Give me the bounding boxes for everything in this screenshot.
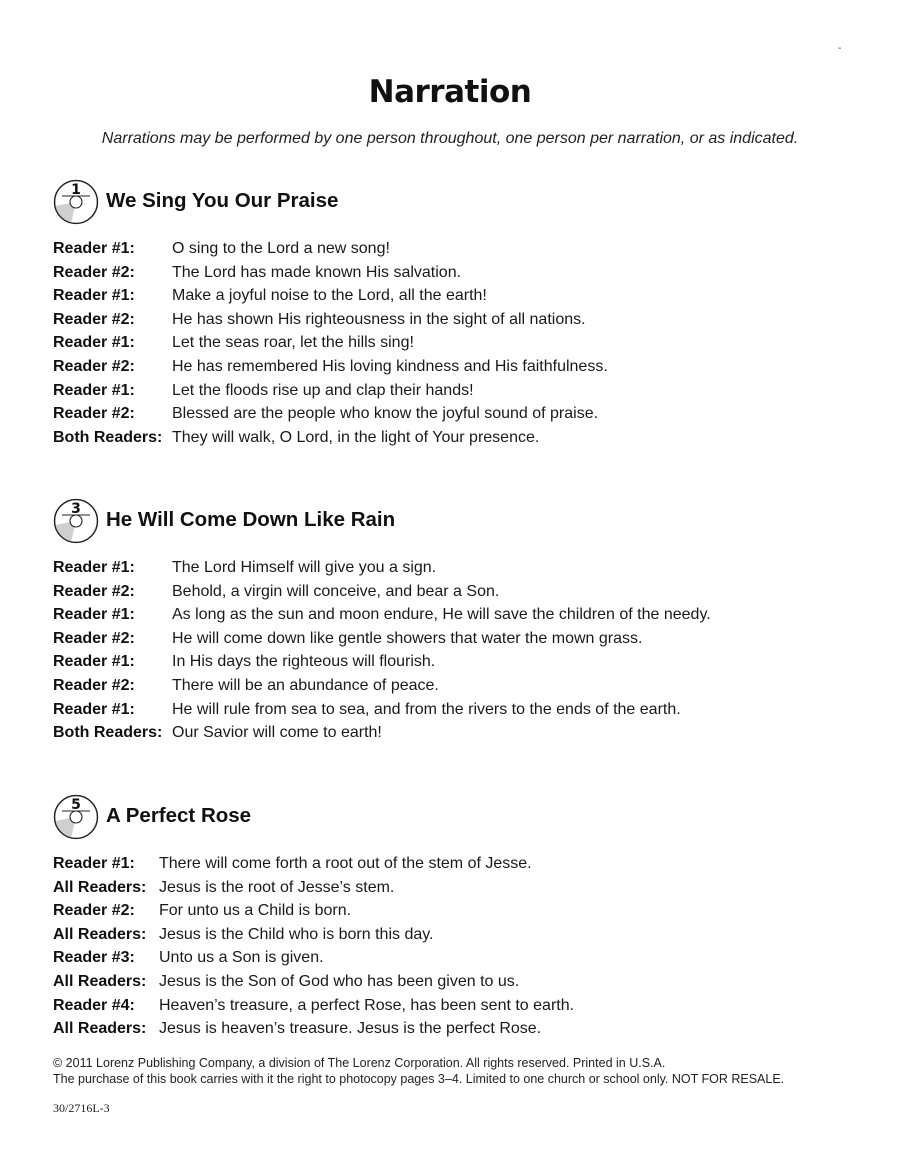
permission-line: The purchase of this book carries with it the right to photocopy pages 3–4. Limited to one church or school only. NOT FOR RESALE.	[53, 1071, 785, 1086]
speaker-label: Both Readers:	[53, 724, 163, 742]
line-text: Jesus is the Son of God who has been given to us.	[159, 972, 520, 990]
narration-line	[53, 402, 873, 426]
narration-line	[53, 970, 873, 994]
narration-line	[53, 379, 873, 403]
narration-lines	[53, 556, 873, 745]
narration-line	[53, 603, 873, 627]
speaker-label: Reader #2:	[53, 310, 135, 328]
track-number: 3	[71, 501, 81, 517]
speaker-label: Reader #1:	[53, 287, 135, 305]
narration-line	[53, 556, 873, 580]
narration-line	[53, 1017, 873, 1041]
line-text: Jesus is heaven’s treasure. Jesus is the perfect Rose.	[159, 1020, 542, 1038]
speaker-label: Reader #2:	[53, 676, 135, 694]
cd-track-icon	[53, 498, 99, 544]
narration-line	[53, 698, 873, 722]
line-text: There will come forth a root out of the stem of Jesse.	[159, 855, 532, 872]
line-text: Heaven’s treasure, a perfect Rose, has been sent to earth.	[159, 996, 575, 1014]
line-text: Make a joyful noise to the Lord, all the earth!	[172, 287, 487, 305]
line-text: Our Savior will come to earth!	[172, 724, 382, 742]
narration-section-we-sing	[53, 179, 873, 449]
speaker-label: Reader #1:	[53, 653, 135, 671]
speaker-label: Reader #2:	[53, 582, 135, 600]
speaker-label: Both Readers:	[53, 428, 163, 446]
line-text: He has shown His righteousness in the sight of all nations.	[172, 310, 586, 328]
speaker-label: Reader #1:	[53, 334, 135, 352]
line-text: He will come down like gentle showers that water the mown grass.	[172, 629, 643, 647]
speaker-label: Reader #2:	[53, 357, 135, 375]
line-text: He has remembered His loving kindness and His faithfulness.	[172, 357, 608, 375]
narration-line	[53, 994, 873, 1018]
line-text: Let the floods rise up and clap their hands!	[172, 381, 474, 399]
line-text: Blessed are the people who know the joyful sound of praise.	[172, 405, 599, 423]
speaker-label: All Readers:	[53, 878, 147, 896]
line-text: O sing to the Lord a new song!	[172, 240, 390, 257]
narration-line	[53, 923, 873, 947]
narration-line	[53, 627, 873, 651]
narration-lines	[53, 237, 873, 449]
speaker-label: All Readers:	[53, 972, 147, 990]
line-text: They will walk, O Lord, in the light of Your presence.	[172, 428, 540, 446]
corner-mark: -	[838, 43, 842, 54]
line-text: Jesus is the root of Jesse’s stem.	[159, 878, 395, 896]
speaker-label: Reader #2:	[53, 629, 135, 647]
section-title: He Will Come Down Like Rain	[106, 508, 396, 531]
page-title: Narration	[368, 74, 532, 110]
section-title: We Sing You Our Praise	[106, 189, 339, 212]
section-header	[53, 179, 873, 225]
speaker-label: Reader #3:	[53, 949, 135, 967]
speaker-label: All Readers:	[53, 1020, 147, 1038]
narration-line	[53, 237, 873, 261]
line-text: The Lord Himself will give you a sign.	[172, 559, 437, 576]
speaker-label: Reader #4:	[53, 996, 135, 1014]
track-number: 5	[71, 797, 81, 813]
speaker-label: Reader #1:	[53, 855, 135, 872]
speaker-label: Reader #2:	[53, 902, 135, 920]
narration-line	[53, 721, 873, 745]
narration-section-come-down-like-rain	[53, 498, 873, 745]
narration-lines	[53, 852, 873, 1041]
speaker-label: Reader #1:	[53, 700, 135, 718]
copyright-footer	[53, 1056, 784, 1087]
line-text: Let the seas roar, let the hills sing!	[172, 334, 414, 352]
narration-line	[53, 580, 873, 604]
narration-line	[53, 426, 873, 450]
line-text: Jesus is the Child who is born this day.	[159, 925, 434, 943]
copyright-line: © 2011 Lorenz Publishing Company, a division of The Lorenz Corporation. All rights reserved. Printed in U.S.A.	[53, 1056, 666, 1070]
cd-track-icon	[53, 179, 99, 225]
speaker-label: Reader #1:	[53, 240, 135, 257]
speaker-label: Reader #1:	[53, 606, 135, 624]
narration-line	[53, 308, 873, 332]
narration-line	[53, 355, 873, 379]
line-text: For unto us a Child is born.	[159, 902, 352, 920]
narration-line	[53, 261, 873, 285]
speaker-label: Reader #1:	[53, 381, 135, 399]
speaker-label: All Readers:	[53, 925, 147, 943]
narration-line	[53, 876, 873, 900]
speaker-label: Reader #2:	[53, 405, 135, 423]
line-text: He will rule from sea to sea, and from the rivers to the ends of the earth.	[172, 700, 681, 718]
narration-line	[53, 284, 873, 308]
narration-line	[53, 852, 873, 876]
line-text: In His days the righteous will flourish.	[172, 653, 436, 671]
speaker-label: Reader #2:	[53, 263, 135, 281]
narration-line	[53, 946, 873, 970]
narration-line	[53, 674, 873, 698]
section-header	[53, 794, 873, 840]
line-text: Behold, a virgin will conceive, and bear a Son.	[172, 582, 500, 600]
line-text: Unto us a Son is given.	[159, 949, 324, 967]
track-number: 1	[71, 182, 81, 198]
cd-track-icon	[53, 794, 99, 840]
narration-section-perfect-rose	[53, 794, 873, 1041]
narration-line	[53, 650, 873, 674]
page-subtitle: Narrations may be performed by one person throughout, one person per narration, or as indicated.	[101, 130, 799, 147]
catalog-code: 30/2716L-3	[53, 1101, 110, 1115]
line-text: As long as the sun and moon endure, He will save the children of the needy.	[172, 606, 711, 624]
line-text: There will be an abundance of peace.	[172, 676, 439, 694]
line-text: The Lord has made known His salvation.	[172, 263, 462, 281]
section-header	[53, 498, 873, 544]
narration-line	[53, 331, 873, 355]
section-title: A Perfect Rose	[106, 804, 252, 827]
speaker-label: Reader #1:	[53, 559, 135, 576]
narration-line	[53, 899, 873, 923]
